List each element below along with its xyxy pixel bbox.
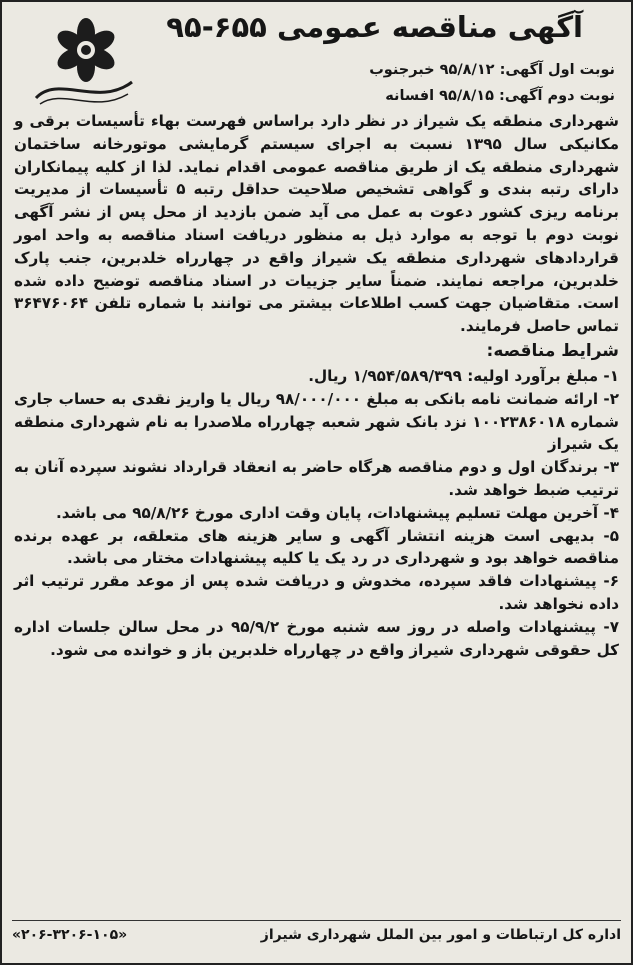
notice-header — [14, 8, 619, 108]
condition-item: ۴- آخرین مهلت تسلیم پیشنهادات، پایان وقت اداری مورخ ۹۵/۸/۲۶ می باشد. — [55, 503, 619, 522]
conditions-title: شرایط مناقصه: — [486, 340, 619, 361]
shiraz-municipality-flower-logo-icon — [28, 16, 136, 110]
condition-item: ۲- ارائه ضمانت نامه بانکی به مبلغ ۹۸/۰۰۰/۰۰۰ ریال یا واریز نقدی به حساب جاری شماره ۱۰۰۲۳۸۶۰۱۸ نزد بانک شهر شعبه چهارراه ملاصدرا به نام شهرداری منطقه یک شیراز — [14, 389, 620, 454]
second-publication: نوبت دوم آگهی: ۹۵/۸/۱۵ افسانه — [385, 88, 615, 104]
first-publication: نوبت اول آگهی: ۹۵/۸/۱۲ خبرجنوب — [369, 62, 615, 78]
condition-item: ۶- پیشنهادات فاقد سپرده، مخدوش و دریافت شده پس از موعد مقرر ترتیب اثر داده نخواهد شد. — [14, 572, 619, 613]
notice-title: آگهی مناقصه عمومی ۶۵۵-۹۵ — [166, 10, 583, 44]
condition-item: ۵- بدیهی است هزینه انتشار آگهی و سایر هزینه های متعلقه، بر عهده برنده مناقصه خواهد بود و شهرداری در رد یک یا کلیه پیشنهادات مختار می باشد. — [14, 526, 619, 568]
notice-body: شهرداری منطقه یک شیراز در نظر دارد براساس فهرست بهاء تأسیسات برقی و مکانیکی سال ۱۳۹۵ نسبت به اجرای سیستم گرمایشی موتورخانه ساختمان شهرداری منطقه یک از طریق مناقصه عمومی اقدام نماید. لذا از کلیه پیمانکاران دارای رتبه بندی و گواهی تشخیص صلاحیت حداقل رتبه ۵ تأسیسات از مدیریت برنامه ریزی کشور دعوت به عمل می آید ضمن بازدید از محل پس از نشر آگهی نوبت دوم با توجه به موارد ذیل به منظور دریافت اسناد مناقصه به واحد امور قراردادهای شهرداری منطقه یک شیراز واقع در چهارراه خلدبرین، جنب پارک خلدبرین، مراجعه نمایند. ضمناً سایر جزییات در اسناد مناقصه توضیح داده شده است. متقاضیان جهت کسب اطلاعات بیشتر می توانند با شماره تلفن ۳۶۴۷۶۰۶۴ تماس حاصل فرمایند. — [14, 112, 619, 336]
notice-footer — [12, 920, 621, 953]
notice-code: «۲۰۶-۳۲۰۶-۱۰۵» — [12, 927, 128, 943]
condition-item: ۷- پیشنهادات واصله در روز سه شنبه مورخ ۹۵/۹/۲ در محل سالن جلسات اداره کل حقوقی شهرداری شیراز واقع در چهارراه خلدبرین باز و خوانده می شود. — [14, 617, 619, 659]
condition-item: ۱- مبلغ برآورد اولیه: ۱/۹۵۴/۵۸۹/۳۹۹ ریال. — [308, 366, 619, 385]
condition-item: ۳- برندگان اول و دوم مناقصه هرگاه حاضر به انعقاد قرارداد نشوند سپرده آنان به ترتیب ضبط خواهد شد. — [14, 458, 619, 499]
issuing-office: اداره کل ارتباطات و امور بین الملل شهرداری شیراز — [260, 927, 621, 943]
